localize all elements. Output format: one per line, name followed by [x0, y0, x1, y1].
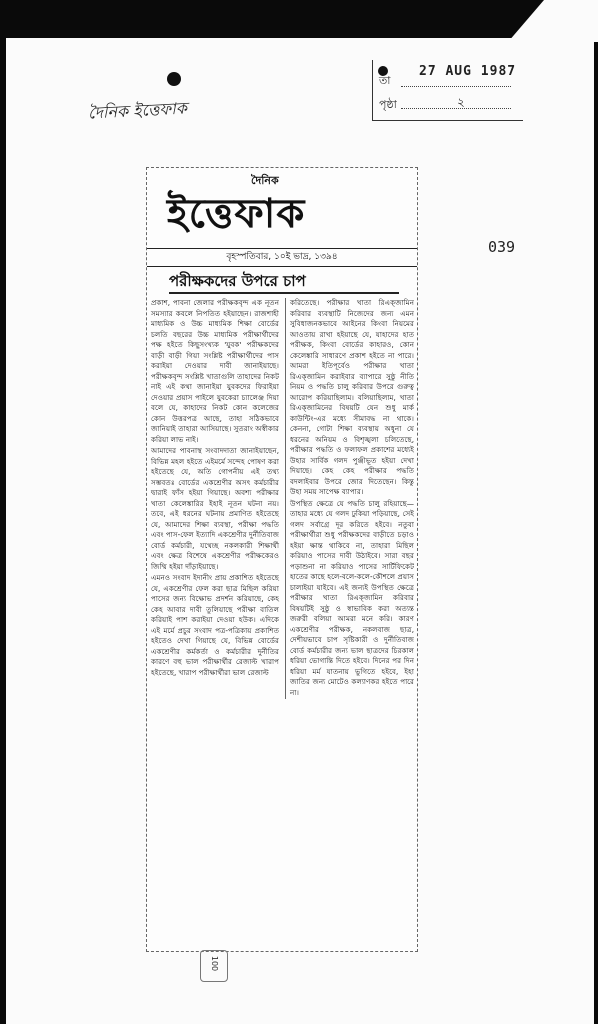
date-stamp	[372, 60, 523, 121]
stamp-label: পৃষ্ঠা	[379, 98, 397, 111]
torn-corner	[508, 0, 598, 42]
stamp-date: 27 AUG 1987	[419, 64, 517, 79]
dateline: বৃহস্পতিবার, ১০ই ভাদ্র, ১৩৯৪	[147, 248, 417, 267]
article-column-1	[151, 298, 279, 679]
masthead	[147, 168, 417, 249]
paragraph: আমাদের পাবনাস্থ সংবাদদাতা জানাইয়াছেন, বিভিন্ন মহল হইতে এইমর্মে সন্দেহ পোষণ করা হইতেছে যে, অতি গোপনীয় এই তথ্য সম্ভবতঃ বোর্ডের একশ্রেণীর অসৎ কর্মচারীর দ্বারাই ফাঁস হইয়া গিয়াছে। অবশ্য পরীক্ষার খাতা কেলেঙ্কারির ইহাই নূতন ঘটনা নয়। তবে, এই ধরনের ঘটনায় প্রমাণিত হইতেছে যে, আমাদের শিক্ষা ব্যবস্থা, পরীক্ষা পদ্ধতি এবং পাস-ফেল ইত্যাদি একশ্রেণীর দুর্নীতিবাজ বোর্ড কর্মচারী, যথেচ্ছ নকলকারী শিক্ষার্থী এবং ক্ষেত্র বিশেষে একশ্রেণীর পরীক্ষকেরও জিম্মি হইয়া দাঁড়াইয়াছে।	[151, 446, 279, 571]
stamp-label: তা	[379, 74, 391, 87]
handwritten-source-note: দৈনিক ইত্তেফাক	[87, 98, 188, 123]
paragraph: উপস্থিত ক্ষেত্রে যে পদ্ধতি চালু রহিয়াছে—তাহার মধ্যে যে গলদ ঢুকিয়া পড়িয়াছে, সেই গলদ সর্বাগ্রে দূর করিতে হইবে। নতুবা পরীক্ষার্থীরা শুধু পরীক্ষকদের বাড়ীতে চড়াও হইয়া ক্ষান্ত থাকিবে না, তাহারা মিছিল করিয়াও পাসের দাবী উঠাইবে। সারা বছর পড়াশুনা না করিয়াও পাসের সার্টিফিকেট হাতের কাছে হলে-বলে-কলে-কৌশলে প্রয়াস চালাইয়া যাইবে। এই জন্যই উপস্থিত ক্ষেত্রে পরীক্ষার খাতা রিএক্জামিন করিবার বিষয়টিই সুষ্ঠু ও স্বাভাবিক করা অত্যন্ত জরুরী বলিয়া আমরা মনে করি। কারণ একশ্রেণীর পরীক্ষক, নকলবাজ ছাত্র, দেশীয়ভাবে চাপ সৃষ্টিকারী ও দুর্নীতিবাজ বোর্ড কর্মচারীর জন্য ভাল ছাত্রদের চিরকাল ধরিয়া ভোগান্তি দিতে হইবে। দিনের পর দিন ধরিয়া মর্ম যাতনায় ভুগিতে হইবে, ইহা জাতির জন্য মোটেও কল্যাণকর হইতে পারে না।	[290, 498, 414, 697]
tag-number: 100	[210, 955, 220, 972]
archive-page-number: 039	[488, 238, 516, 256]
stamp-page: ২	[457, 95, 465, 109]
paragraph: প্রকাশ, পাবনা জেলার পরীক্ষকবৃন্দ এক নূতন সমস্যার কবলে নিপতিত হইয়াছেন। রাজশাহী মাধ্যমিক ও উচ্চ মাধ্যমিক শিক্ষা বোর্ডের চলতি বছরের উচ্চ মাধ্যমিক পরীক্ষার্থীদের পক্ষ হইতে কিছুসংখ্যক 'যুবক' পরীক্ষকদের বাড়ী বাড়ী গিয়া সংশ্লিষ্ট পরীক্ষার্থীদের পাস করাইয়া দেওয়ার দাবী জানাইয়াছে। পরীক্ষকবৃন্দ সংশ্লিষ্ট খাতাগুলি তাহাদের নিকট নাই এই কথা জানাইয়া যুবকদের ফিরাইয়া দেওয়ার প্রয়াস পাইলে যুবকেরা চ্যালেঞ্জ দিয়া বলে যে, কাহাদের নিকট কোন কলেজের কোন উত্তরপত্র আছে, তাহা সঠিকভাবে জানিয়াই তাহারা আসিয়াছে। সুতরাং অস্বীকার করিয়া লাভ নাই।	[151, 298, 279, 444]
paragraph: এমনও সংবাদ ইদানীং প্রায় প্রকাশিত হইতেছে যে, একশ্রেণীর ফেল করা ছাত্র মিছিল করিয়া পাসের জন্য বিক্ষোভ প্রদর্শন করিয়াছে, কেহ কেহ আবার দাবী তুলিয়াছে পরীক্ষা বাতিল করিয়াই পাশ করাইয়া দেওয়া হউক। এদিকে এই মর্মে প্রচুর সংবাদ পত্র-পত্রিকায় প্রকাশিত হইতেও দেখা গিয়াছে যে, বিভিন্ন বোর্ডের একশ্রেণীর কর্মকর্তা ও কর্মচারীর দুর্নীতির কারণে বহু ভাল পরীক্ষার্থীর রেজাল্ট খারাপ হইতেছে, খারাপ পরীক্ষার্থীরা ভাল রেজাল্ট	[151, 573, 279, 677]
punch-hole	[167, 72, 181, 86]
article-column-2	[285, 298, 414, 699]
staple-tag	[200, 950, 228, 982]
article-headline: পরীক্ষকদের উপরে চাপ	[169, 270, 399, 294]
stamp-line	[401, 108, 511, 109]
stamp-line	[401, 86, 511, 87]
newspaper-title: ইত্তেফাক	[167, 190, 306, 237]
paragraph: করিতেছে। পরীক্ষার খাতা রিএক্জামিন করিবার ব্যবস্থাটি নিজেদের জন্য এমন সুবিধাজনকভাবে আইনের কিংবা নিয়মের আওতায় রাখা হইয়াছে যে, যাহাদের হাত পরীক্ষক, কিংবা বোর্ডের কাহারও, কোন কেলেঙ্কারি সাধারণে প্রকাশ হইতে না পারে। আমরা ইতিপূর্বেও পরীক্ষার খাতা রিএক্জামিন করাইবার ব্যাপারে সুষ্ঠু নীতি নিয়ম ও পদ্ধতি চালু করিবার উপরে গুরুত্ব আরোপ করিয়াছিলাম। বলিয়াছিলাম, খাতা রিএক্জামিনের বিষয়টি যেন শুধু মার্ক কাউন্টিং-এর মধ্যে সীমাবদ্ধ না থাকে। কেননা, গোটা শিক্ষা ব্যবস্থায় অধুনা যে ধরনের অনিয়ম ও বিশৃঙ্খলা চলিতেছে, পরীক্ষার পদ্ধতি ও ফলাফল প্রকাশের মধ্যেই উহার সার্বিক গলদ পুঞ্জীভূত হইয়া দেখা দিয়াছে। কেহ কেহ পরীক্ষার পদ্ধতি বদলাইবার উপরে জোর দিতেছেন। কিন্তু উহা সময় সাপেক্ষ ব্যাপার।	[290, 298, 414, 496]
masthead-prefix: দৈনিক	[251, 174, 279, 187]
newspaper-clipping	[146, 167, 418, 952]
